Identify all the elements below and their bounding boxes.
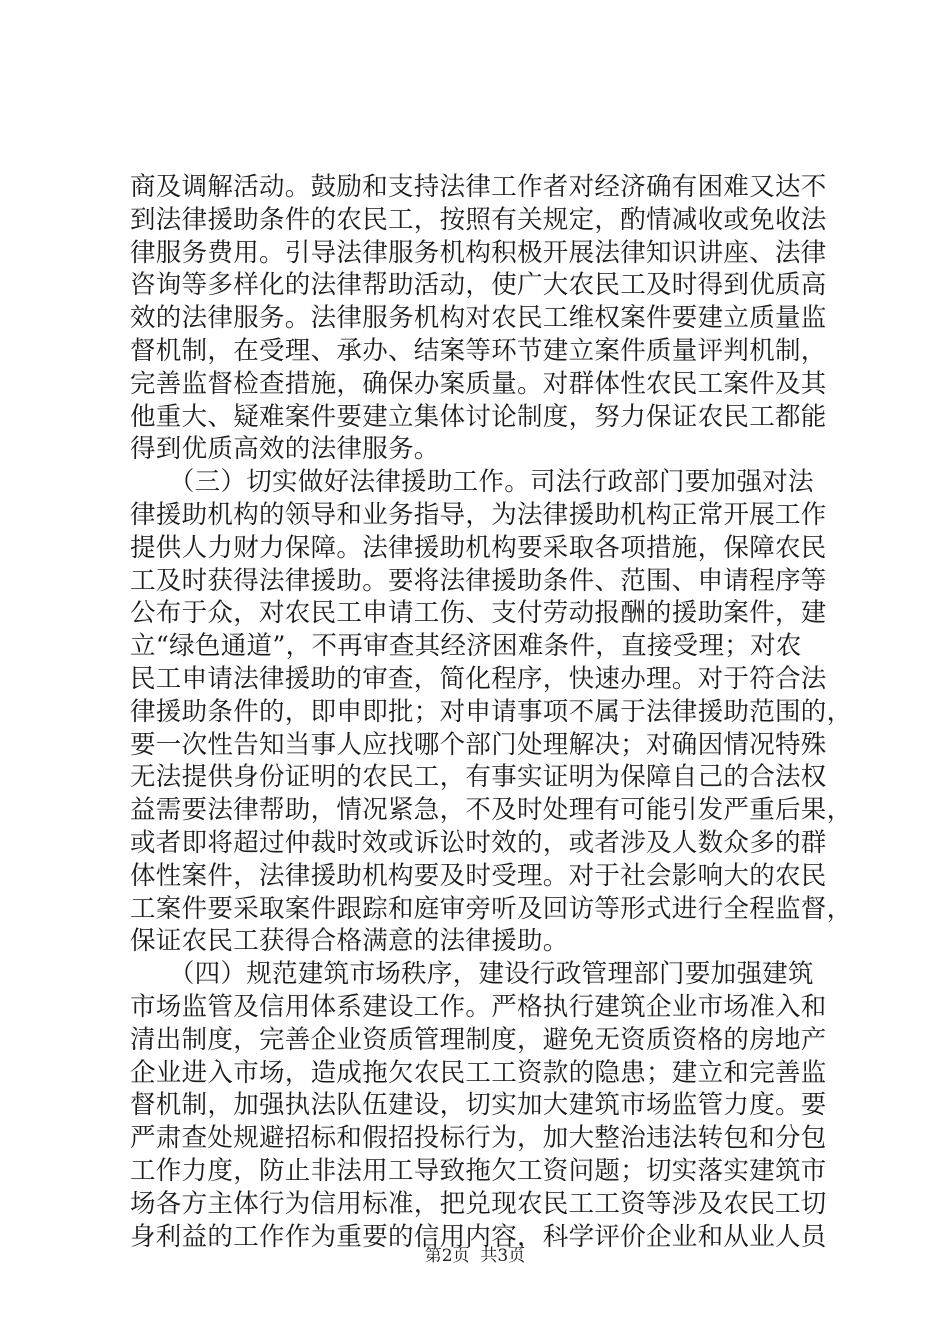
text-line: 企业进入市场，造成拖欠农民工工资款的隐患；建立和完善监 — [130, 1057, 827, 1088]
text-line: 督机制，加强执法队伍建设，切实加大建筑市场监管力度。要 — [130, 1090, 827, 1121]
text-line: 民工申请法律援助的审查，简化程序，快速办理。对于符合法 — [130, 663, 827, 694]
text-line: 工作力度，防止非法用工导致拖欠工资问题；切实落实建筑市 — [130, 1155, 827, 1186]
text-line: 市场监管及信用体系建设工作。严格执行建筑企业市场准入和 — [130, 991, 827, 1022]
page-number: 第2页 共3页 — [424, 1246, 526, 1266]
text-line: 律服务费用。引导法律服务机构积极开展法律知识讲座、法律 — [130, 237, 827, 268]
text-line: 商及调解活动。鼓励和支持法律工作者对经济确有困难又达不 — [130, 172, 827, 202]
text-line: 效的法律服务。法律服务机构对农民工维权案件要建立质量监 — [130, 303, 827, 334]
text-line: （三）切实做好法律援助工作。司法行政部门要加强对法 — [130, 467, 814, 498]
text-line: 律援助机构的领导和业务指导，为法律援助机构正常开展工作 — [130, 499, 827, 530]
text-line: 他重大、疑难案件要建立集体讨论制度，努力保证农民工都能 — [130, 401, 827, 432]
text-line: 无法提供身份证明的农民工，有事实证明为保障自己的合法权 — [130, 762, 827, 793]
text-line: 提供人力财力保障。法律援助机构要采取各项措施，保障农民 — [130, 532, 827, 563]
text-line: 工案件要采取案件跟踪和庭审旁听及回访等形式进行全程监督， — [130, 893, 853, 924]
text-line: 到法律援助条件的农民工，按照有关规定，酌情减收或免收法 — [130, 204, 827, 235]
text-line: 体性案件，法律援助机构要及时受理。对于社会影响大的农民 — [130, 860, 827, 891]
text-line: 要一次性告知当事人应找哪个部门处理解决；对确因情况特殊 — [130, 729, 827, 760]
text-line: 清出制度，完善企业资质管理制度，避免无资质资格的房地产 — [130, 1024, 827, 1055]
text-line: 公布于众，对农民工申请工伤、支付劳动报酬的援助案件，建 — [130, 598, 827, 629]
text-line: 立“绿色通道”，不再审查其经济困难条件，直接受理；对农 — [130, 631, 802, 662]
text-line: 律援助条件的，即申即批；对申请事项不属于法律援助范围的， — [130, 696, 853, 727]
page-footer — [0, 1245, 950, 1267]
text-line: 场各方主体行为信用标准，把兑现农民工工资等涉及农民工切 — [130, 1188, 827, 1219]
text-line: 咨询等多样化的法律帮助活动，使广大农民工及时得到优质高 — [130, 270, 827, 301]
text-line: 严肃查处规避招标和假招投标行为，加大整治违法转包和分包 — [130, 1123, 827, 1154]
text-line: 或者即将超过仲裁时效或诉讼时效的，或者涉及人数众多的群 — [130, 827, 827, 858]
text-line: 保证农民工获得合格满意的法律援助。 — [130, 926, 569, 957]
text-line: 得到优质高效的法律服务。 — [130, 434, 440, 465]
text-line: 完善监督检查措施，确保办案质量。对群体性农民工案件及其 — [130, 368, 827, 399]
text-line: 益需要法律帮助，情况紧急，不及时处理有可能引发严重后果， — [130, 795, 853, 826]
text-line: 工及时获得法律援助。要将法律援助条件、范围、申请程序等 — [130, 565, 827, 596]
text-line: （四）规范建筑市场秩序，建设行政管理部门要加强建筑 — [130, 959, 814, 990]
document-body — [130, 171, 853, 1253]
text-line: 督机制，在受理、承办、结案等环节建立案件质量评判机制， — [130, 335, 827, 366]
text-line: 身利益的工作作为重要的信用内容，科学评价企业和从业人员 — [130, 1221, 827, 1252]
